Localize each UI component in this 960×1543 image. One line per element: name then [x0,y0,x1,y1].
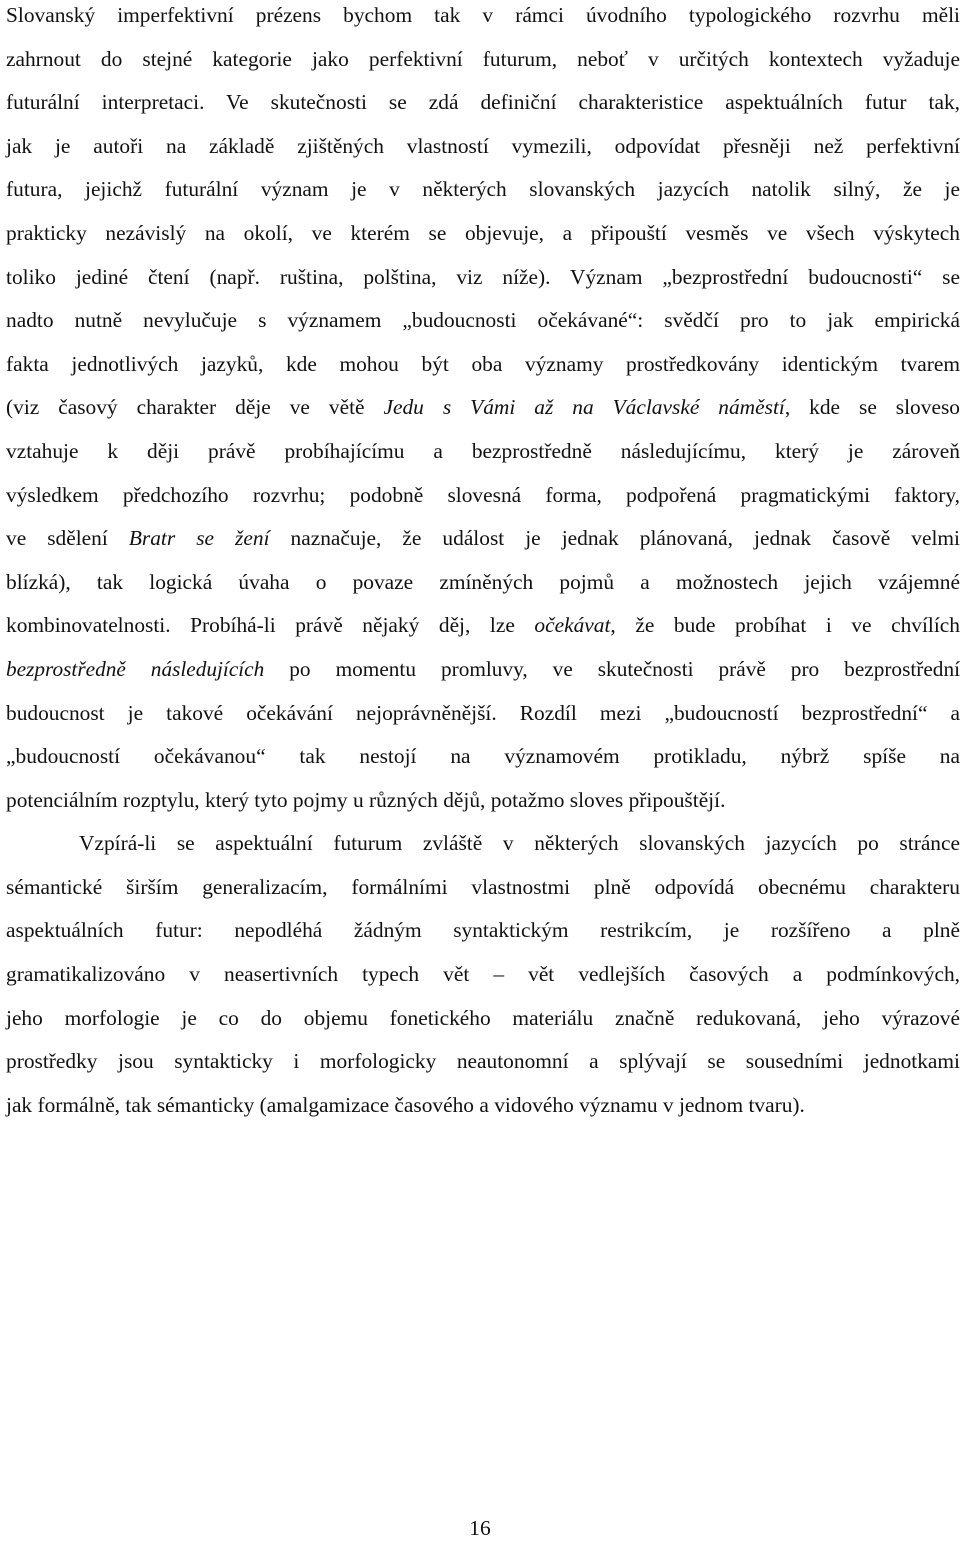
text-line [6,909,960,953]
text-segment: jeho morfologie je co do objemu fonetického materiálu značně redukovaná, jeho výrazové [6,1005,960,1030]
text-line [6,386,960,430]
text-line [6,430,960,474]
paragraph [6,0,960,822]
text-segment: budoucnost je takové očekávání nejoprávněnější. Rozdíl mezi „budoucností bezprostřední“ a [6,700,960,725]
text-line [6,168,960,212]
text-line [6,866,960,910]
text-line [6,692,960,736]
text-segment: gramatikalizováno v neasertivních typech vět – vět vedlejších časových a podmínkových, [6,962,960,987]
text-segment: Vzpírá-li se aspektuální futurum zvláště v některých slovanských jazycích po stránce [79,831,960,856]
text-line [6,779,960,823]
text-line [6,299,960,343]
text-segment: futura, jejichž futurální význam je v některých slovanských jazycích natolik silný, že je [6,177,960,202]
text-line [6,474,960,518]
text-line [6,953,960,997]
text-segment: ve sdělení [6,526,129,551]
text-segment: zahrnout do stejné kategorie jako perfektivní futurum, neboť v určitých kontextech vyžaduje [6,46,960,71]
text-line [6,735,960,779]
italic-text: očekávat [534,613,611,638]
text-segment: , že bude probíhat i ve chvílích [610,613,960,638]
text-segment: , kde se sloveso [784,395,960,420]
text-segment: fakta jednotlivých jazyků, kde mohou být oba významy prostředkovány identickým tvarem [6,351,960,376]
text-line [6,822,960,866]
text-segment: futurální interpretaci. Ve skutečnosti se zdá definiční charakteristice aspektuálních futur tak, [6,90,960,115]
text-segment: „budoucností očekávanou“ tak nestojí na významovém protikladu, nýbrž spíše na [6,744,960,769]
text-segment: nadto nutně nevylučuje s významem „budoucnosti očekávané“: svědčí pro to jak empirická [6,308,960,333]
italic-text: Bratr se žení [128,526,270,551]
text-line [6,212,960,256]
text-segment: toliko jediné čtení (např. ruština, polština, viz níže). Význam „bezprostřední budoucnosti“ se [6,264,960,289]
body-text [6,0,960,1127]
text-line [6,38,960,82]
text-segment: Slovanský imperfektivní prézens bychom tak v rámci úvodního typologického rozvrhu měli [6,3,960,27]
text-segment: (viz časový charakter děje ve větě [6,395,384,420]
text-line [6,81,960,125]
italic-text: Jedu s Vámi až na Václavské náměstí [383,395,785,420]
text-segment: jak je autoři na základě zjištěných vlastností vymezili, odpovídat přesněji než perfektivní [6,133,960,158]
text-segment: sémantické širším generalizacím, formálními vlastnostmi plně odpovídá obecnému charakteru [6,874,960,899]
text-segment: naznačuje, že událost je jednak plánovaná, jednak časově velmi [269,526,960,551]
text-segment: po momentu promluvy, ve skutečnosti právě pro bezprostřední [264,656,960,681]
italic-text: bezprostředně následujících [6,656,265,681]
text-segment: kombinovatelnosti. Probíhá-li právě nějaký děj, lze [6,613,535,638]
text-line [6,1040,960,1084]
paragraph [6,822,960,1127]
text-line [6,997,960,1041]
text-segment: blízká), tak logická úvaha o povaze zmíněných pojmů a možnostech jejich vzájemné [6,569,960,594]
text-line [6,561,960,605]
text-segment: vztahuje k ději právě probíhajícímu a bezprostředně následujícímu, který je zároveň [6,438,960,463]
text-line [6,517,960,561]
page-number: 16 [469,1516,491,1540]
text-segment: prostředky jsou syntakticky i morfologicky neautonomní a splývají se sousedními jednotkami [6,1049,960,1074]
text-line [6,256,960,300]
text-line [6,604,960,648]
text-segment: výsledkem předchozího rozvrhu; podobně slovesná forma, podpořená pragmatickými faktory, [6,482,960,507]
text-line [6,0,960,38]
text-line [6,648,960,692]
text-line [6,125,960,169]
text-line [6,1084,960,1128]
text-segment: jak formálně, tak sémanticky (amalgamizace časového a vidového významu v jednom tvaru). [6,1092,805,1117]
text-line [6,343,960,387]
text-segment: prakticky nezávislý na okolí, ve kterém se objevuje, a připouští vesměs ve všech výskytech [6,220,960,245]
text-segment: potenciálním rozptylu, který tyto pojmy u různých dějů, potažmo sloves připouštějí. [6,787,726,812]
text-segment: aspektuálních futur: nepodléhá žádným syntaktickým restrikcím, je rozšířeno a plně [6,918,960,943]
